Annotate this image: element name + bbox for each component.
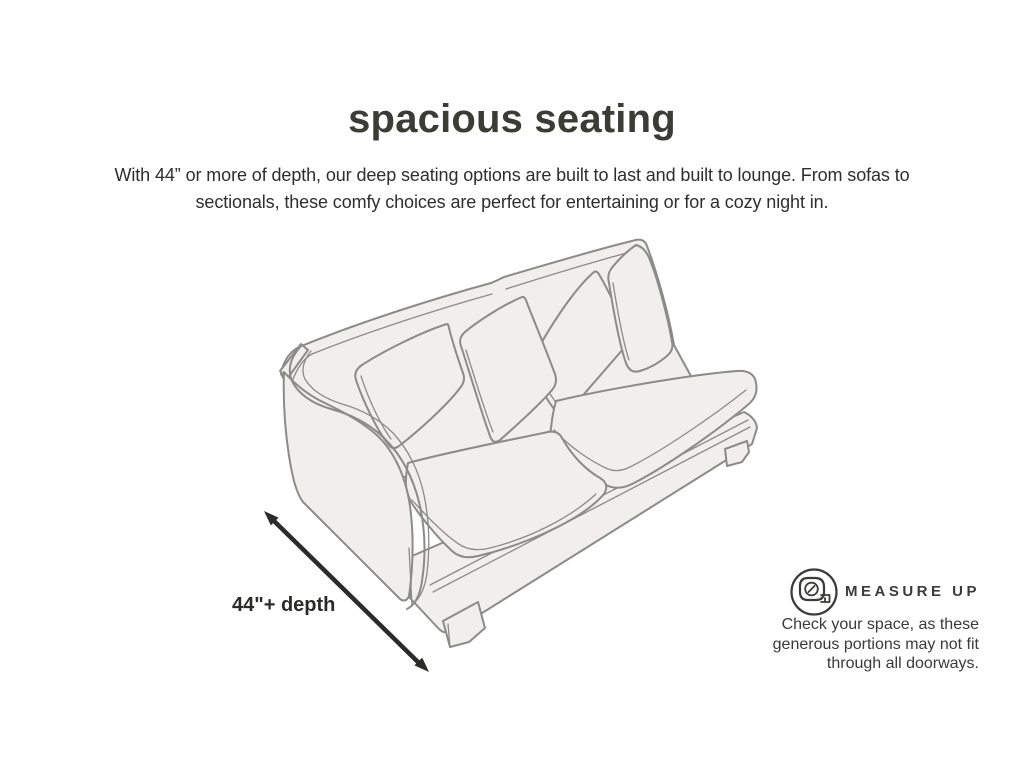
page-title: spacious seating [348,97,676,141]
depth-label: 44"+ depth [232,594,336,616]
intro-text: With 44” or more of depth, our deep seating options are built to last and built to lounge. From sofas to sectionals, these comfy choices are perfect for entertaining or for a cozy night in. [114,165,910,212]
tape-measure-icon [792,570,837,615]
measure-up-heading: MEASURE UP [845,583,981,600]
measure-up-note: Check your space, as these generous portions may not fit through all doorways. [772,616,979,672]
